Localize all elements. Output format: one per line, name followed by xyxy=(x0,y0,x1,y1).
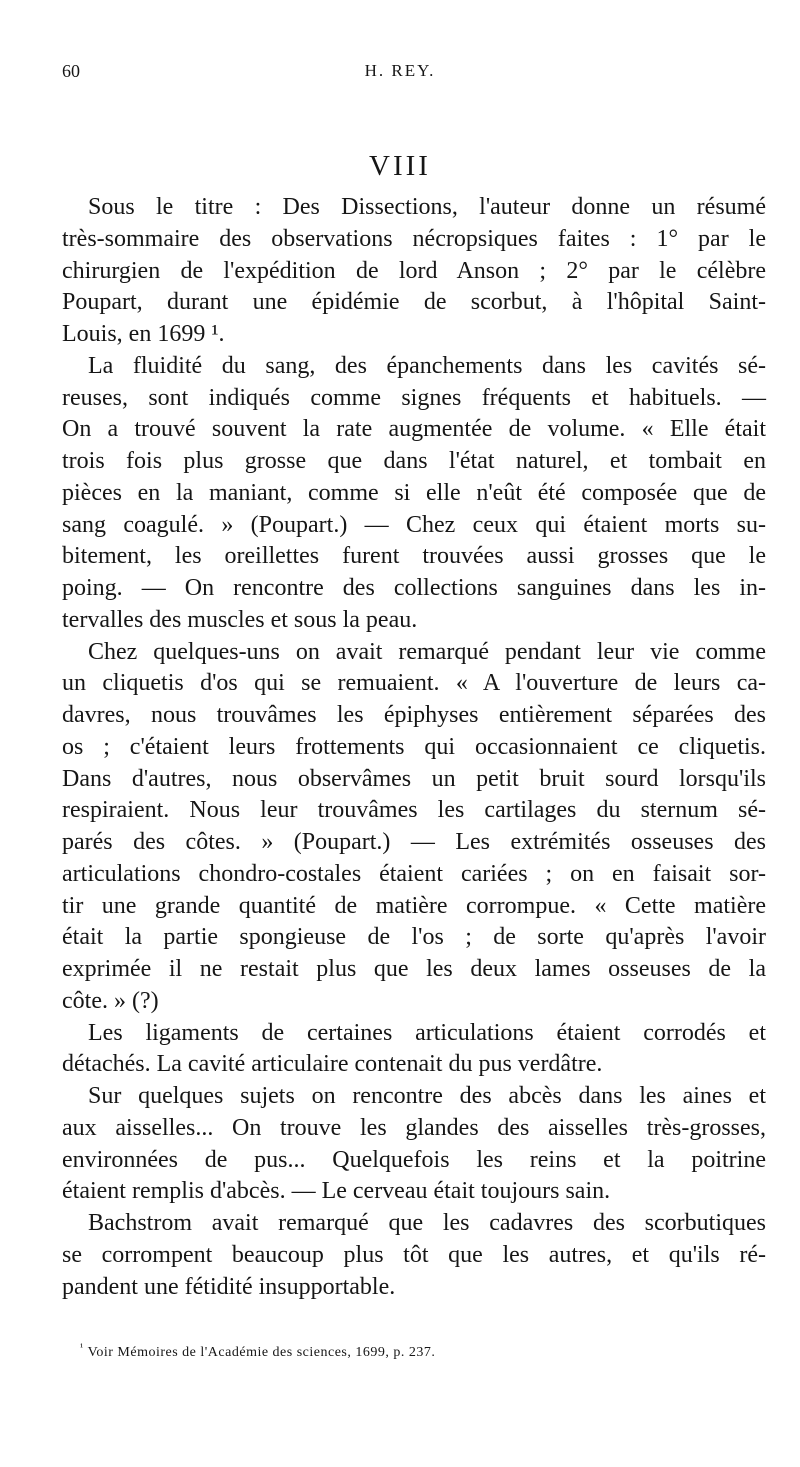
text-line: pièces en la maniant, comme si elle n'eût été composée que de xyxy=(62,479,766,506)
footnote-text: Voir Mémoires de l'Académie des sciences, 1699, p. 237. xyxy=(87,1345,436,1360)
text-line: trois fois plus grosse que dans l'état naturel, et tombait en xyxy=(62,448,766,474)
text-line: Chez quelques-uns on avait remarqué pendant leur vie comme xyxy=(88,638,766,665)
footnote-marker: ¹ xyxy=(80,1341,84,1354)
text-line: Sous le titre : Des Dissections, l'auteur donne un résumé xyxy=(88,194,766,220)
text-line: très-sommaire des observations nécropsiques faites : 1° par le xyxy=(62,225,766,252)
text-line: tervalles des muscles et sous la peau. xyxy=(62,606,418,633)
text-line: bitement, les oreillettes furent trouvées aussi grosses que le xyxy=(62,543,766,570)
text-line: reuses, sont indiqués comme signes fréquents et habituels. — xyxy=(62,384,766,411)
text-line: se corrompent beaucoup plus tôt que les autres, et qu'ils ré- xyxy=(62,1241,766,1268)
text-line: côte. » (?) xyxy=(62,987,159,1014)
text-line: articulations chondro-costales étaient cariées ; on en faisait sor- xyxy=(62,860,766,887)
text-line: davres, nous trouvâmes les épiphyses entièrement séparées des xyxy=(62,702,766,728)
text-line: La fluidité du sang, des épanchements dans les cavités sé- xyxy=(88,352,766,379)
page-number: 60 xyxy=(62,61,80,81)
text-line: pandent une fétidité insupportable. xyxy=(62,1273,396,1300)
text-line: os ; c'étaient leurs frottements qui occasionnaient ce cliquetis. xyxy=(62,733,766,760)
text-line: environnées de pus... Quelquefois les reins et la poitrine xyxy=(62,1146,766,1173)
text-line: tir une grande quantité de matière corrompue. « Cette matière xyxy=(62,892,766,919)
text-line: Poupart, durant une épidémie de scorbut, à l'hôpital Saint- xyxy=(62,289,766,316)
footnote xyxy=(80,1341,436,1361)
text-line: respiraient. Nous leur trouvâmes les cartilages du sternum sé- xyxy=(62,797,766,824)
text-line: aux aisselles... On trouve les glandes des aisselles très-grosses, xyxy=(62,1114,766,1141)
text-line: était la partie spongieuse de l'os ; de sorte qu'après l'avoir xyxy=(62,924,766,951)
text-line: On a trouvé souvent la rate augmentée de volume. « Elle était xyxy=(62,416,766,443)
text-line: parés des côtes. » (Poupart.) — Les extrémités osseuses des xyxy=(62,829,766,855)
text-line: poing. — On rencontre des collections sanguines dans les in- xyxy=(62,575,766,601)
text-line: étaient remplis d'abcès. — Le cerveau était toujours sain. xyxy=(62,1178,611,1205)
text-line: chirurgien de l'expédition de lord Anson ; 2° par le célèbre xyxy=(62,257,766,284)
text-line: détachés. La cavité articulaire contenait du pus verdâtre. xyxy=(62,1051,603,1078)
text-line: Bachstrom avait remarqué que les cadavres des scorbutiques xyxy=(88,1210,766,1236)
text-line: Louis, en 1699 ¹. xyxy=(62,321,225,347)
text-line: Les ligaments de certaines articulations étaient corrodés et xyxy=(88,1019,766,1046)
text-line: un cliquetis d'os qui se remuaient. « A l'ouverture de leurs ca- xyxy=(62,670,766,697)
text-line: exprimée il ne restait plus que les deux lames osseuses de la xyxy=(62,956,766,982)
text-line: Dans d'autres, nous observâmes un petit bruit sourd lorsqu'ils xyxy=(62,765,766,792)
section-heading: VIII xyxy=(369,150,431,182)
text-line: Sur quelques sujets on rencontre des abcès dans les aines et xyxy=(88,1083,766,1109)
running-title: H. REY. xyxy=(364,61,436,80)
text-line: sang coagulé. » (Poupart.) — Chez ceux qui étaient morts su- xyxy=(62,511,766,538)
body-text xyxy=(62,192,766,1303)
